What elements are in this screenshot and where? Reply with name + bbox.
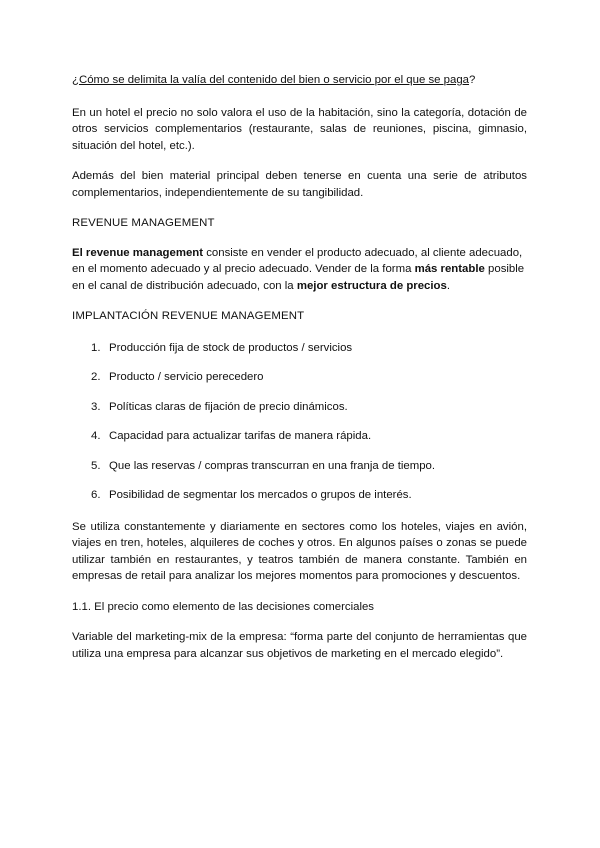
- list-item: [72, 428, 527, 458]
- list-number: 2.: [91, 371, 101, 383]
- list-text: Producción fija de stock de productos / servicios: [109, 341, 353, 354]
- list-item: [72, 458, 527, 488]
- revenue-paragraph: [72, 245, 527, 295]
- list-number: 3.: [91, 400, 101, 413]
- revenue-text-2: posible en el canal de distribución adecuado, con la: [72, 263, 525, 292]
- revenue-text-3: .: [446, 279, 451, 292]
- requirements-list: [72, 340, 527, 517]
- revenue-bold-estructura: mejor estructura de precios: [296, 279, 447, 292]
- list-number: 5.: [91, 459, 101, 472]
- list-item: [72, 399, 527, 429]
- list-item: [72, 487, 527, 517]
- question-lead: ¿: [72, 74, 79, 86]
- revenue-bold-rentable: más rentable: [414, 263, 485, 275]
- document-page: [72, 72, 527, 662]
- list-text: Políticas claras de fijación de precio dinámicos.: [109, 400, 348, 413]
- paragraph-uso: Se utiliza constantemente y diariamente en sectores como los hoteles, viajes en avión, viajes en tren, hoteles, alquileres de coches y otros. En algunos países o zonas se puede utilizar también en restaurantes, y teatros también de manera constante. También en empresas de retail para analizar los mejores momentos para promociones y descuentos.: [72, 520, 527, 582]
- paragraph-hotel: En un hotel el precio no solo valora el uso de la habitación, sino la categoría, dotación de otros servicios complementarios (restaurante, salas de reuniones, piscina, gimnasio, situación del hotel, etc.).: [72, 106, 527, 152]
- list-number: 6.: [91, 489, 101, 501]
- list-item: [72, 369, 527, 399]
- revenue-text-1: consiste en vender el producto adecuado, al cliente adecuado, en el momento adecuado y al precio adecuado. Vender de la forma: [72, 246, 523, 275]
- list-item: [72, 340, 527, 370]
- list-number: 1.: [91, 341, 101, 354]
- paragraph-atributos: Además del bien material principal deben tenerse en cuenta una serie de atributos complementarios, independientemente de su tangibilidad.: [72, 170, 527, 199]
- list-text: Producto / servicio perecedero: [109, 371, 264, 383]
- question-line: [72, 72, 527, 89]
- list-text: Capacidad para actualizar tarifas de manera rápida.: [109, 430, 372, 442]
- question-underlined: Cómo se delimita la valía del contenido del bien o servicio por el que se paga: [78, 74, 470, 86]
- list-text: Posibilidad de segmentar los mercados o grupos de interés.: [109, 489, 412, 501]
- list-text: Que las reservas / compras transcurran en una franja de tiempo.: [109, 459, 436, 472]
- paragraph-variable: Variable del marketing-mix de la empresa: “forma parte del conjunto de herramientas que utiliza una empresa para alcanzar sus objetivos de marketing en el mercado elegido”.: [72, 631, 527, 660]
- heading-implantacion: IMPLANTACIÓN REVENUE MANAGEMENT: [72, 310, 305, 322]
- heading-revenue: REVENUE MANAGEMENT: [72, 217, 215, 229]
- list-number: 4.: [91, 430, 101, 442]
- revenue-bold-term: El revenue management: [72, 246, 204, 259]
- subheading-precio: 1.1. El precio como elemento de las decisiones comerciales: [72, 600, 375, 613]
- question-trail: ?: [469, 74, 476, 86]
